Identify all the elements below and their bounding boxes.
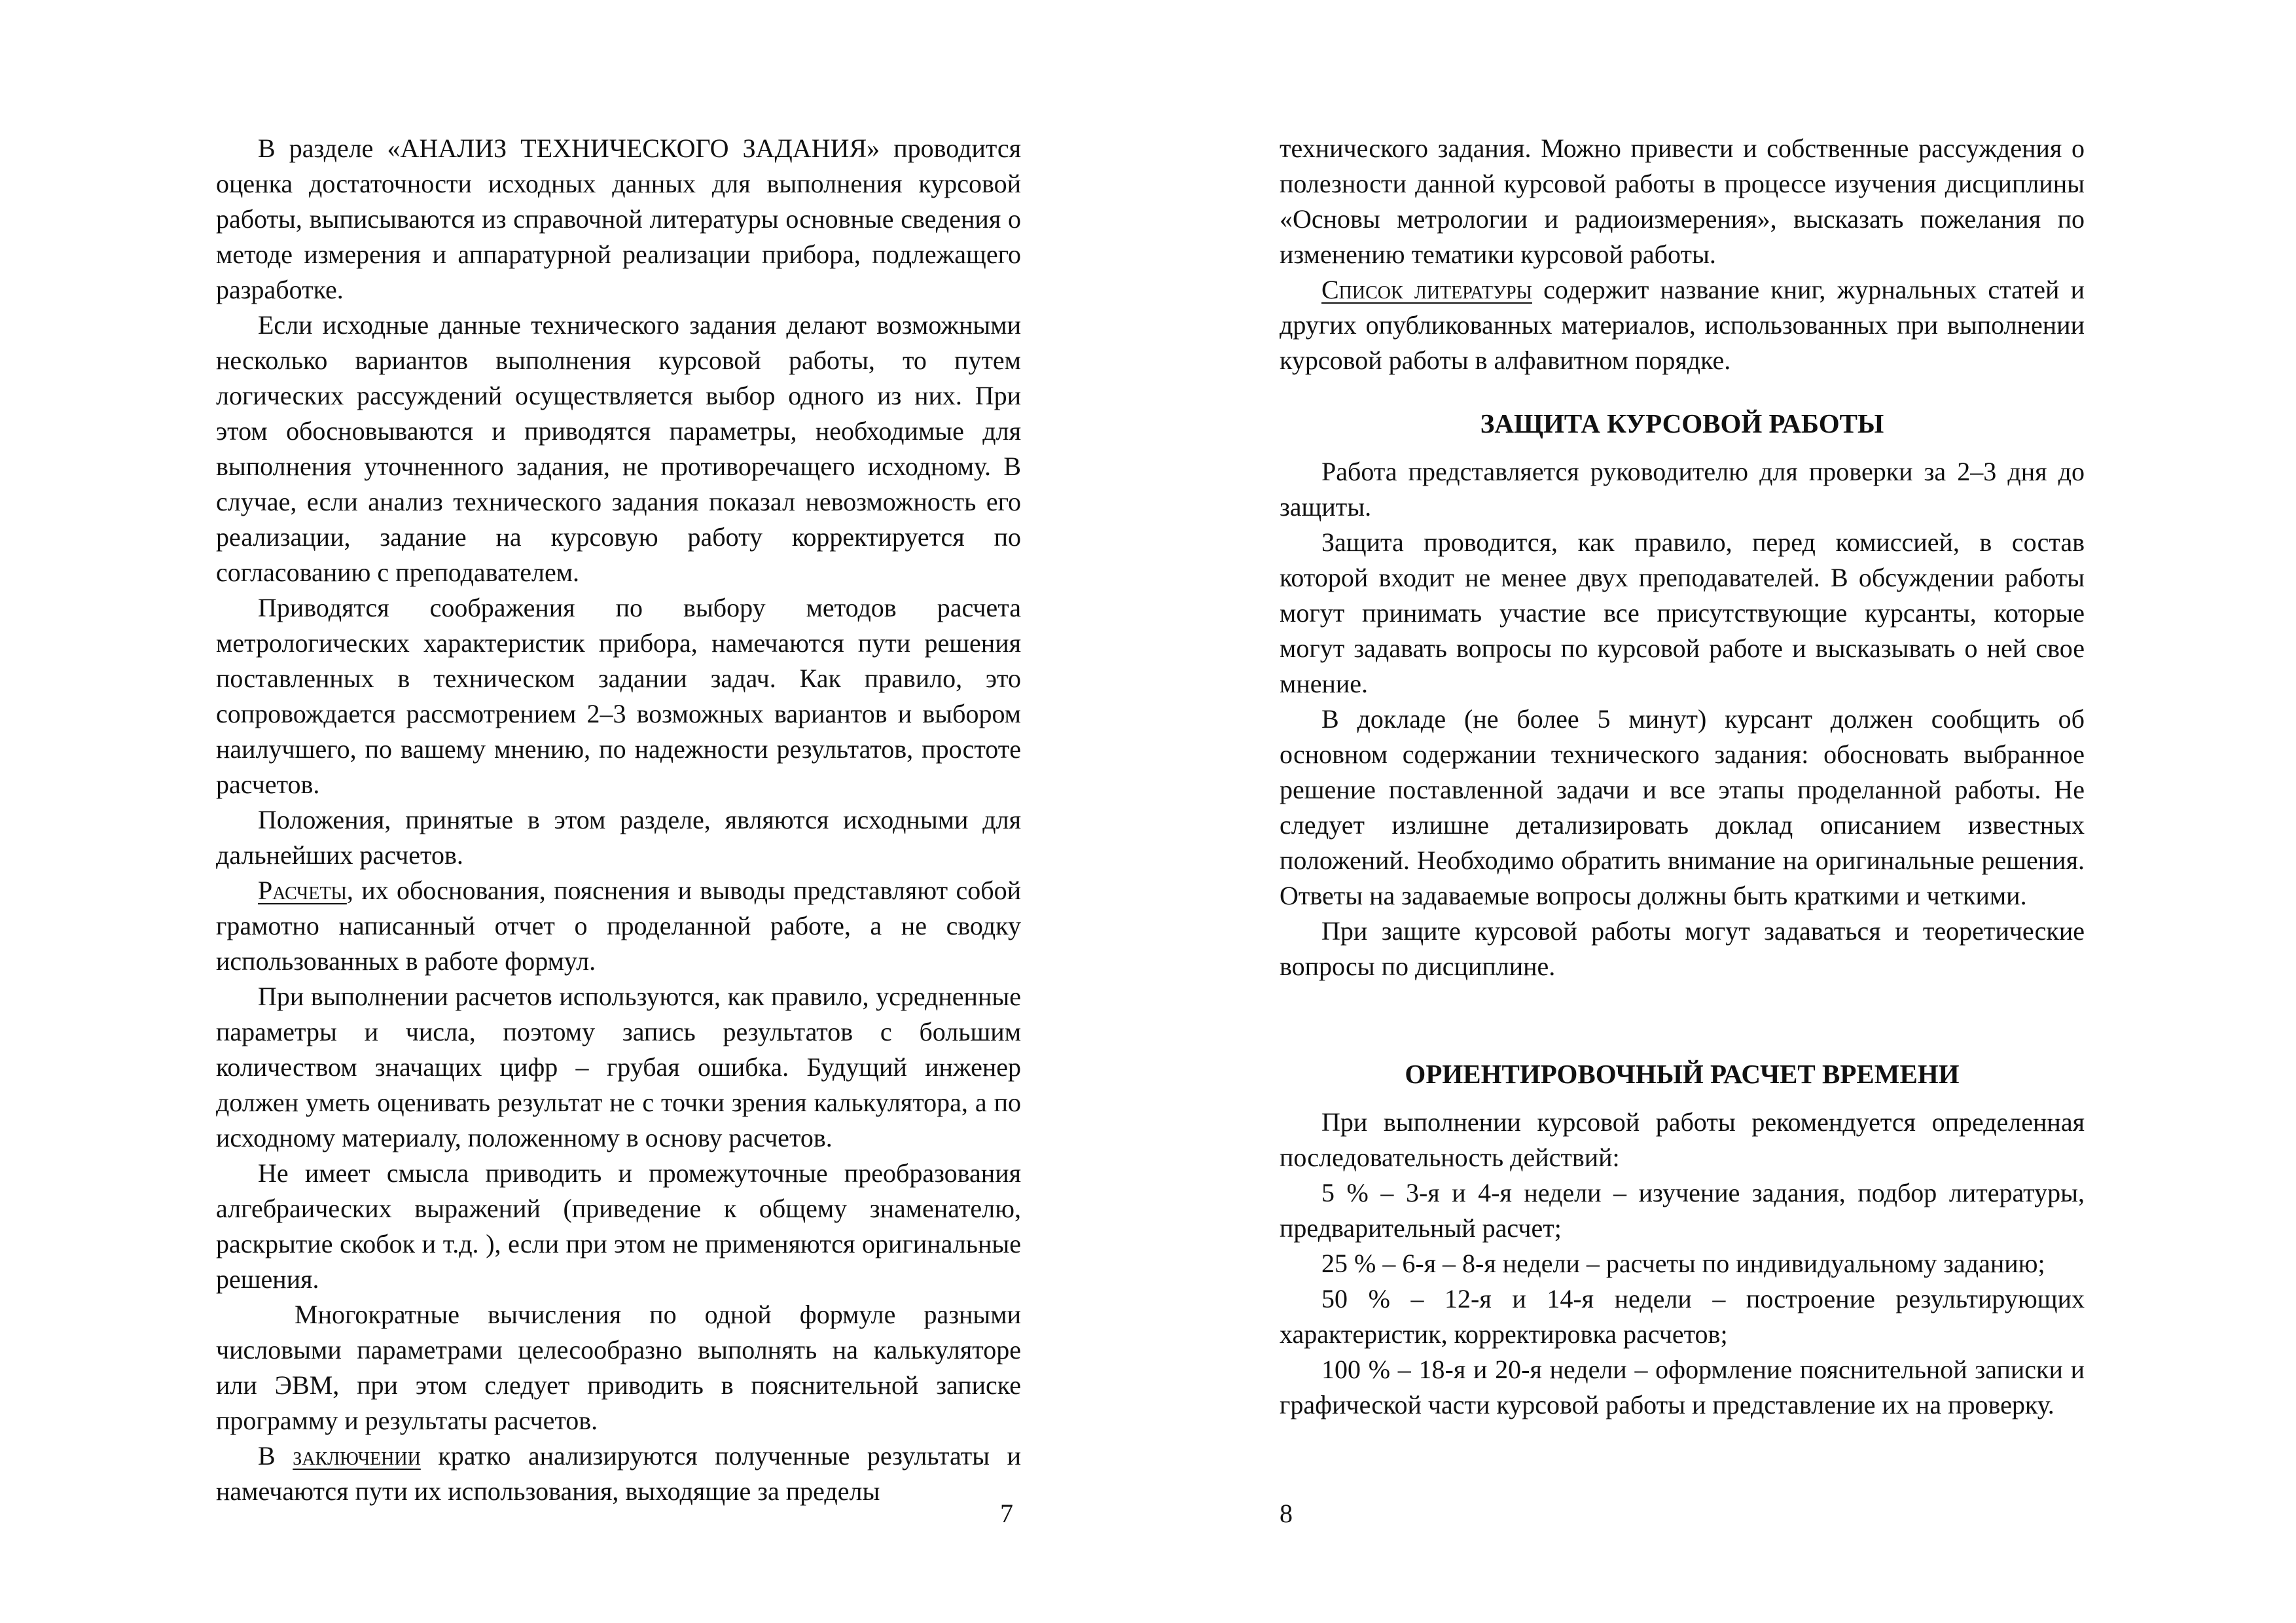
paragraph: Работа представляется руководителю для проверки за 2–3 дня до защиты. — [1280, 457, 2085, 522]
paragraph: При защите курсовой работы могут задаваться и теоретические вопросы по дисциплине. — [1280, 916, 2085, 981]
paragraph-analysis — [216, 131, 1021, 308]
left-page — [216, 131, 1021, 1509]
schedule-item: 25 % – 6-я – 8-я недели – расчеты по индивидуальному заданию; — [1321, 1249, 2045, 1278]
paragraph-prefix: В — [258, 1441, 293, 1471]
paragraph-conclusion — [216, 1438, 1021, 1509]
paragraph: Положения, принятые в этом разделе, являются исходными для дальнейших расчетов. — [216, 805, 1021, 870]
section-term-calculations: Расчеты — [258, 876, 347, 905]
section-term-analysis: «АНАЛИЗ ТЕХНИЧЕСКОГО ЗАДАНИЯ» — [387, 134, 880, 163]
paragraph: При выполнении расчетов используются, как правило, усредненные параметры и числа, поэтому запись результатов с большим количеством значащих цифр – грубая ошибка. Будущий инженер должен уметь оценивать результат не с точки зрения калькулятора, а по исходному материалу, положенному в основу расчетов. — [216, 982, 1021, 1152]
schedule-item: 50 % – 12-я и 14-я недели – построение результирующих характеристик, корректировка расчетов; — [1280, 1284, 2085, 1349]
page-number-right: 8 — [1280, 1499, 1293, 1528]
paragraph-calculations — [216, 873, 1021, 979]
heading-defense: ЗАЩИТА КУРСОВОЙ РАБОТЫ — [1480, 408, 1884, 438]
paragraph: В докладе (не более 5 минут) курсант должен сообщить об основном содержании технического задания: обосновать выбранное решение поставленной задачи и все этапы проделанной работы. Не следует излишне детализировать доклад описанием известных положений. Необходимо обратить внимание на оригинальные решения. Ответы на задаваемые вопросы должны быть краткими и четкими. — [1280, 704, 2085, 910]
paragraph: Приводятся соображения по выбору методов расчета метрологических характеристик прибора, намечаются пути решения поставленных в техническом задании задач. Как правило, это сопровождается рассмотрением 2–3 возможных вариантов и выбором наилучшего, по вашему мнению, по надежности результатов, простоте расчетов. — [216, 593, 1021, 799]
paragraph-text: , их обоснования, пояснения и выводы представляют собой грамотно написанный отчет о проделанной работе, а не сводку использованных в работе формул. — [216, 876, 1021, 976]
section-term-conclusion: заключении — [293, 1441, 421, 1471]
paragraph-prefix: В разделе — [258, 134, 387, 163]
paragraph: Защита проводится, как правило, перед комиссией, в состав которой входит не менее двух преподавателей. В обсуждении работы могут принимать участие все присутствующие курсанты, которые могут задавать вопросы по курсовой работе и высказывать о ней свое мнение. — [1280, 527, 2085, 698]
page-number-left: 7 — [1000, 1499, 1013, 1528]
paragraph-text: содержит название книг, журнальных статей и других опубликованных материалов, использованных при выполнении курсовой работы в алфавитном порядке. — [1280, 275, 2085, 375]
heading-time-estimate: ОРИЕНТИРОВОЧНЫЙ РАСЧЕТ ВРЕМЕНИ — [1405, 1059, 1960, 1089]
paragraph: Не имеет смысла приводить и промежуточные преобразования алгебраических выражений (приведение к общему знаменателю, раскрытие скобок и т.д. ), если при этом не применяются оригинальные решения. — [216, 1158, 1021, 1294]
paragraph-text: кратко анализируются полученные результаты и намечаются пути их использования, выходящие за пределы — [216, 1441, 1021, 1506]
paragraph-continuation: технического задания. Можно привести и собственные рассуждения о полезности данной курсовой работы в процессе изучения дисциплины «Основы метрологии и радиоизмерения», высказать пожелания по изменению тематики курсовой работы. — [1280, 134, 2085, 269]
paragraph: Если исходные данные технического задания делают возможными несколько вариантов выполнения курсовой работы, то путем логических рассуждений осуществляется выбор одного из них. При этом обосновываются и приводятся параметры, необходимые для выполнения уточненного задания, не противоречащего исходному. В случае, если анализ технического задания показал невозможность его реализации, задание на курсовую работу корректируется по согласованию с преподавателем. — [216, 310, 1021, 587]
paragraph: При выполнении курсовой работы рекомендуется определенная последовательность действий: — [1280, 1107, 2085, 1172]
paragraph-text: проводится оценка достаточности исходных данных для выполнения курсовой работы, выписываются из справочной литературы основные сведения о методе измерения и аппаратурной реализации прибора, подлежащего разработке. — [216, 134, 1021, 304]
right-page — [1280, 131, 2085, 1423]
paragraph: Многократные вычисления по одной формуле разными числовыми параметрами целесообразно выполнять на калькуляторе или ЭВМ, при этом следует приводить в пояснительной записке программу и результаты расчетов. — [216, 1300, 1021, 1435]
schedule-item: 100 % – 18-я и 20-я недели – оформление пояснительной записки и графической части курсовой работы и представление их на проверку. — [1280, 1355, 2085, 1419]
paragraph-references — [1280, 272, 2085, 378]
section-term-references: Список литературы — [1321, 275, 1532, 304]
schedule-item: 5 % – 3-я и 4-я недели – изучение задания, подбор литературы, предварительный расчет; — [1280, 1178, 2085, 1243]
